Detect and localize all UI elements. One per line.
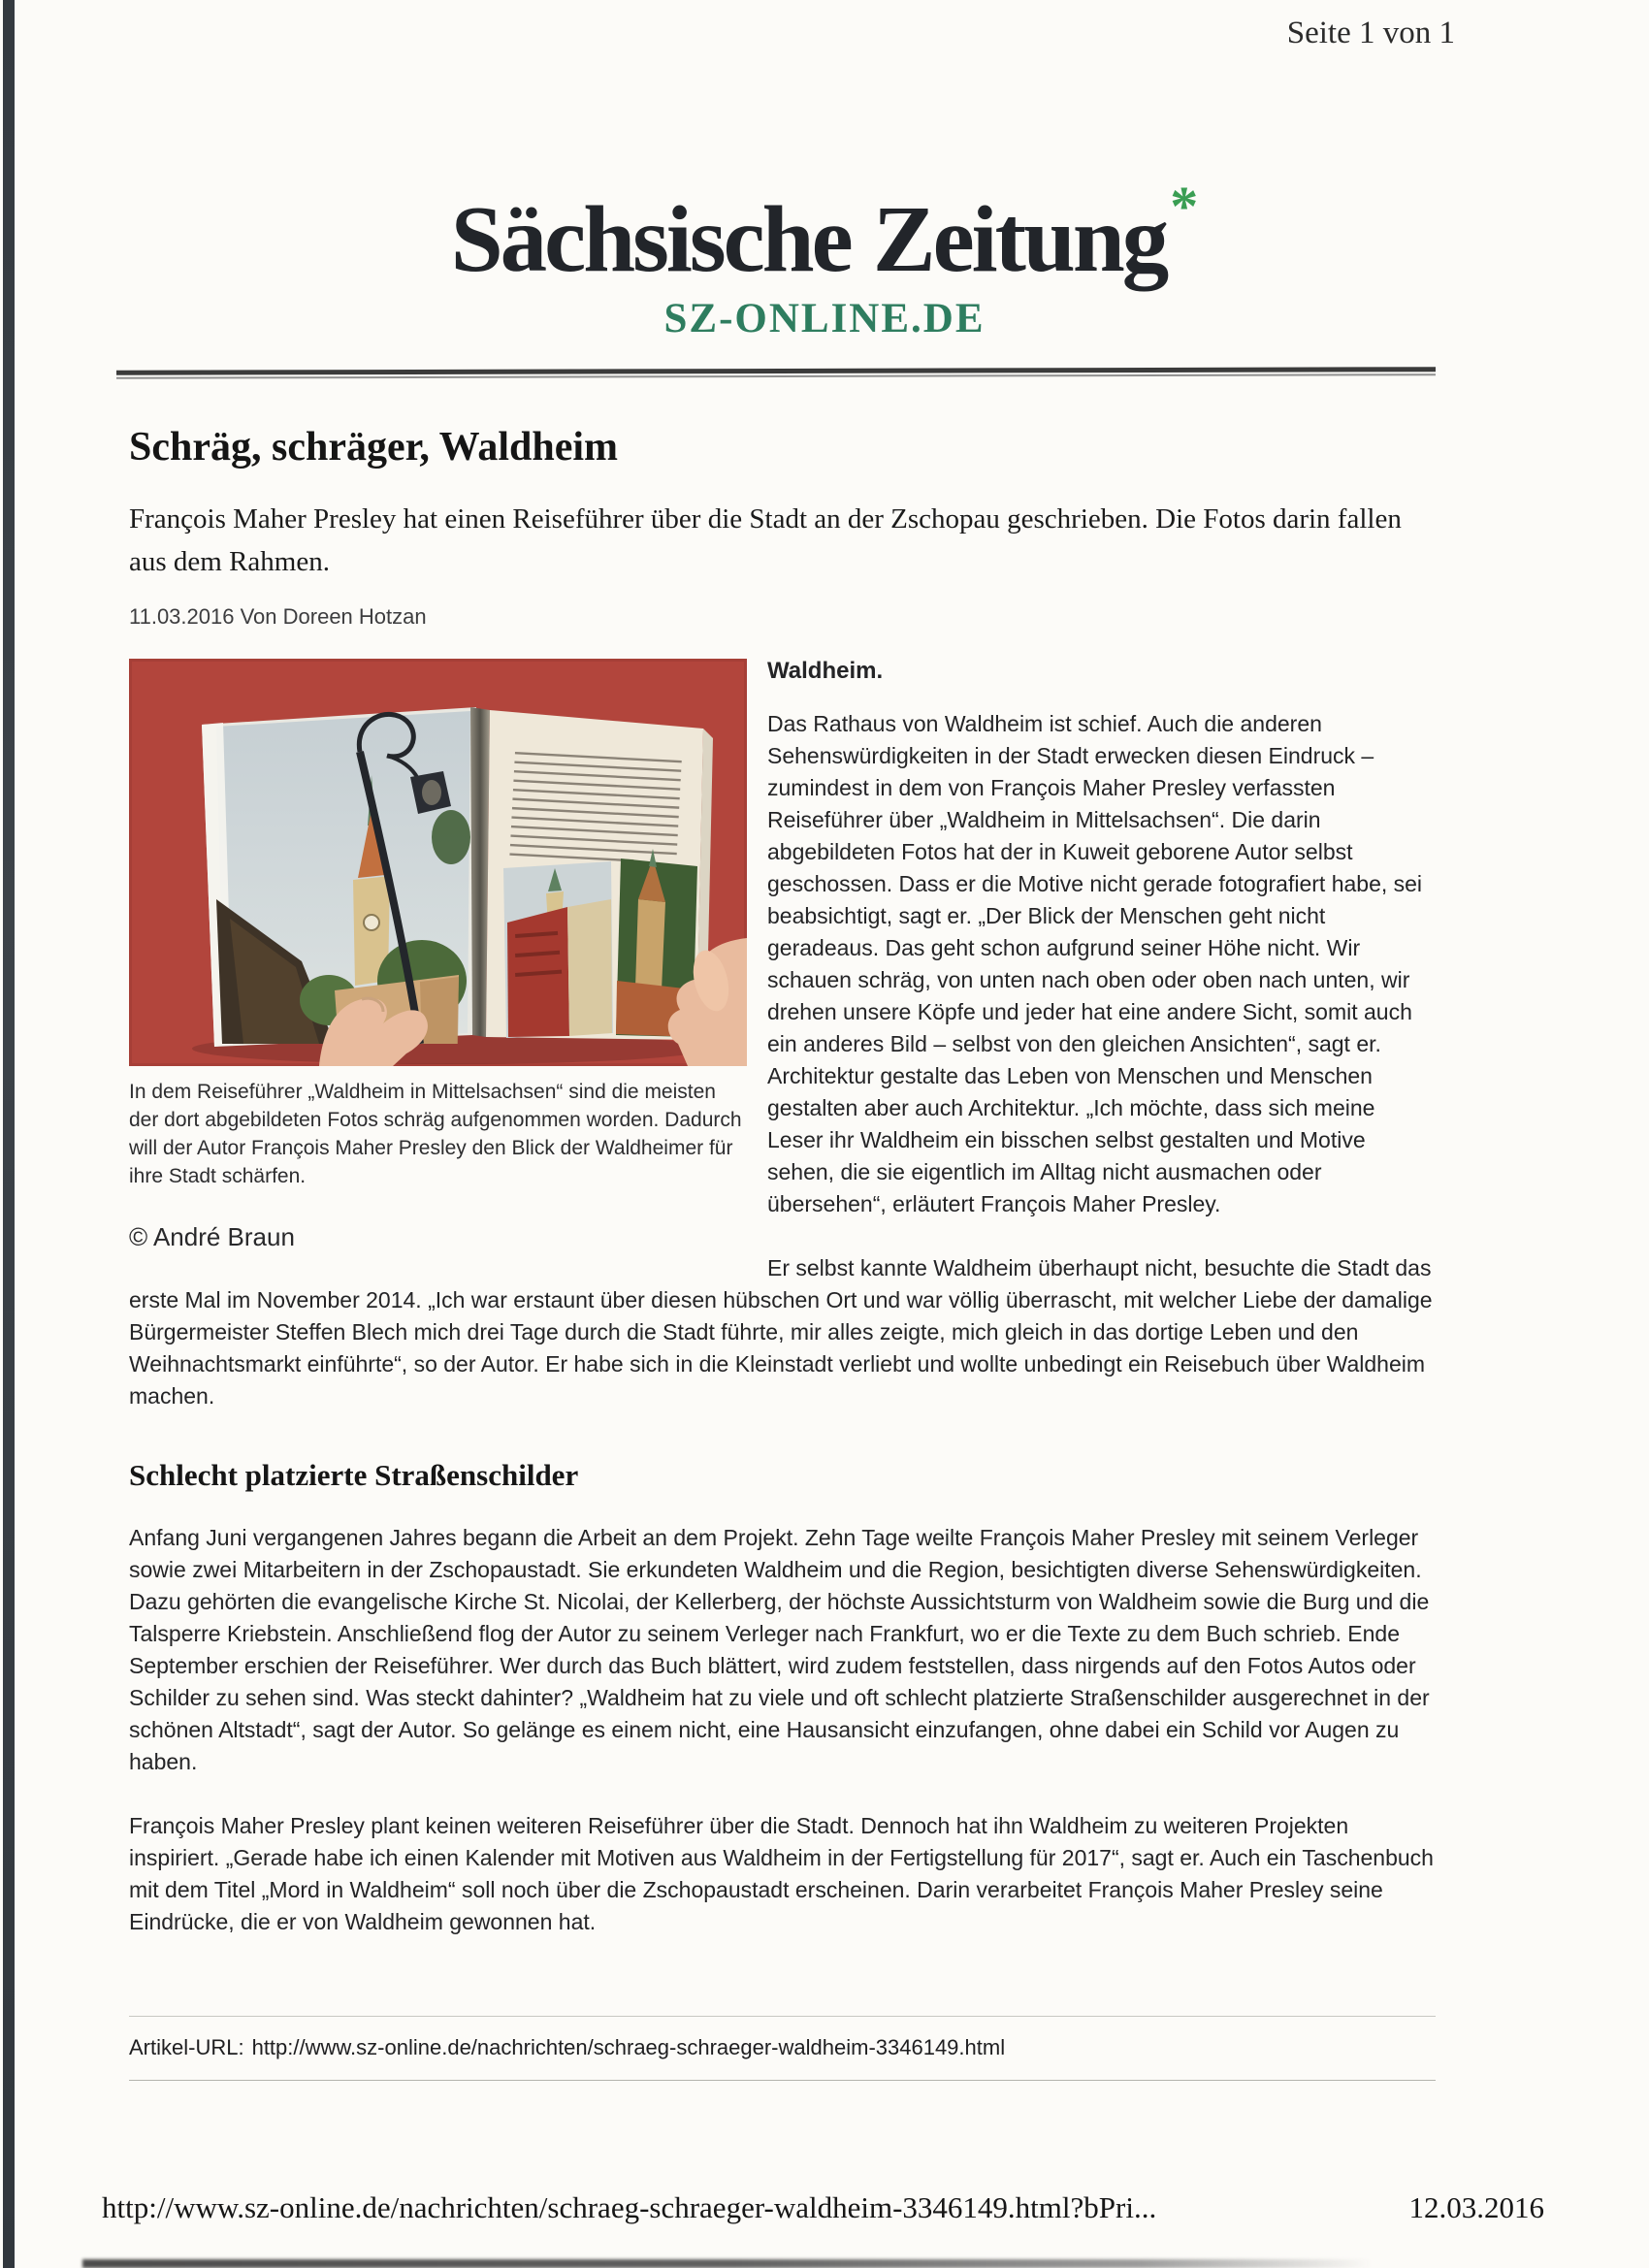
book-left-page bbox=[202, 707, 476, 1047]
article-url: http://www.sz-online.de/nachrichten/schraeg-schraeger-waldheim-3346149.html bbox=[251, 2035, 1006, 2060]
subbrand-sz-online: SZ-ONLINE.DE bbox=[663, 296, 986, 341]
article-paragraph: Das Rathaus von Waldheim ist schief. Auch die anderen Sehenswürdigkeiten in der Stadt erwecken diesen Eindruck – zumindest in dem von François Maher Presley verfassten Reiseführer über „Waldheim in Mittelsachsen“. Die darin abgebildeten Fotos hat der in Kuweit geborene Autor selbst geschossen. Dass er die Motive nicht gerade fotografiert habe, sei beabsichtigt, sagt er. „Der Blick der Menschen geht nicht geradeaus. Das geht schon aufgrund seiner Höhe nicht. Wir schauen schräg, von unten nach oben oder oben nach unten, wir drehen unsere Köpfe und jeder hat eine andere Sicht, somit auch ein anderes Bild – selbst von den gleichen Ansichten“, sagt er. Architektur gestalte das Leben von Menschen und Menschen gestalten aber auch Architektur. „Ich möchte, dass sich meine Leser ihr Waldheim ein bisschen selbst gestalten und Motive sehen, die sie eigentlich im Alltag nicht ausmachen oder übersehen“, erläutert François Maher Presley. bbox=[767, 711, 1423, 1217]
article-headline: Schräg, schräger, Waldheim bbox=[129, 425, 619, 470]
masthead-divider bbox=[116, 367, 1436, 379]
article-photo bbox=[129, 659, 747, 1066]
page-photo-left bbox=[503, 861, 613, 1038]
article-paragraph: Anfang Juni vergangenen Jahres begann die Arbeit an dem Projekt. Zehn Tage weilte François Maher Presley mit seinem Verleger sowie zwei Mitarbeitern in der Zschopaustadt. Sie erkundeten Waldheim und die Region, besichtigten diverse Sehenswürdigkeiten. Dazu gehörten die evangelische Kirche St. Nicolai, der Kellerberg, der höchste Aussichtsturm von Waldheim sowie die Burg und die Talsperre Kriebstein. Anschließend flog der Autor zu seinem Verleger nach Frankfurt, wo er die Texte zu dem Buch schrieb. Ende September erschien der Reiseführer. Wer durch das Buch blättert, wird zudem feststellen, dass nirgends auf den Fotos Autos oder Schilder zu sehen sind. Was steckt dahinter? „Waldheim hat zu viele und oft schlecht platzierte Straßenschilder ausgerechnet in der schönen Altstadt“, sagt der Autor. So gelänge es einem nicht, eine Hausansicht einzufangen, ohne dabei ein Schild vor Augen zu haben. bbox=[129, 1525, 1430, 1775]
scan-bottom-artifact bbox=[82, 2259, 1373, 2268]
article-subheadline: François Maher Presley hat einen Reiseführer über die Stadt an der Zschopau geschrieben. Die Fotos darin fallen aus dem Rahmen. bbox=[129, 503, 1402, 578]
footer-date: 12.03.2016 bbox=[1408, 2190, 1544, 2224]
page-indicator: Seite 1 von 1 bbox=[1286, 16, 1455, 50]
photo-credit: © André Braun bbox=[129, 1222, 295, 1252]
article-paragraph: Er selbst kannte Waldheim überhaupt nicht, besuchte die Stadt das erste Mal im November 2014. „Ich war erstaunt über diesen hübschen Ort und war völlig überrascht, mit welcher Liebe der damalige Bürgermeister Steffen Blech mich drei Tage durch die Stadt führte, mir alles zeigte, mich gleich in das dortige Leben und den Weihnachtsmarkt einführte“, so der Autor. Er habe sich in die Kleinstadt verliebt und wollte unbedingt ein Reisebuch über Waldheim machen. bbox=[129, 1255, 1433, 1409]
scan-edge-artifact bbox=[3, 0, 15, 2268]
article-url-label: Artikel-URL: bbox=[129, 2035, 244, 2060]
article-url-box bbox=[129, 2016, 1436, 2081]
logo-asterisk-icon: * bbox=[1170, 175, 1199, 238]
footer-url: http://www.sz-online.de/nachrichten/schraeg-schraeger-waldheim-3346149.html?bPri... bbox=[102, 2190, 1157, 2224]
lead-location: Waldheim. bbox=[767, 658, 884, 685]
section-heading: Schlecht platzierte Straßenschilder bbox=[129, 1458, 579, 1493]
article-paragraph: François Maher Presley plant keinen weiteren Reiseführer über die Stadt. Dennoch hat ihn Waldheim zu weiteren Projekten inspiriert. „Gerade habe ich einen Kalender mit Motiven aus Waldheim in der Fertigstellung für 2017“, sagt er. Auch ein Taschenbuch mit dem Titel „Mord in Waldheim“ soll noch über die Zschopaustadt erscheinen. Darin verarbeitet François Maher Presley seine Eindrücke, die er von Waldheim gewonnen hat. bbox=[129, 1813, 1434, 1935]
print-footer bbox=[102, 2190, 1544, 2225]
logo-title: Sächsische Zeitung bbox=[450, 187, 1167, 291]
article-photo-figure bbox=[129, 659, 747, 1253]
newspaper-logo bbox=[450, 175, 1199, 291]
article-body bbox=[129, 655, 1436, 2081]
photo-caption: In dem Reiseführer „Waldheim in Mittelsachsen“ sind die meisten der dort abgebildeten Fotos schräg aufgenommen worden. Dadurch will der Autor François Maher Presley den Blick der Waldheimer für ihre Stadt schärfen. bbox=[129, 1081, 742, 1188]
article-dateline: 11.03.2016 Von Doreen Hotzan bbox=[129, 604, 427, 630]
article-content bbox=[129, 424, 1436, 2081]
